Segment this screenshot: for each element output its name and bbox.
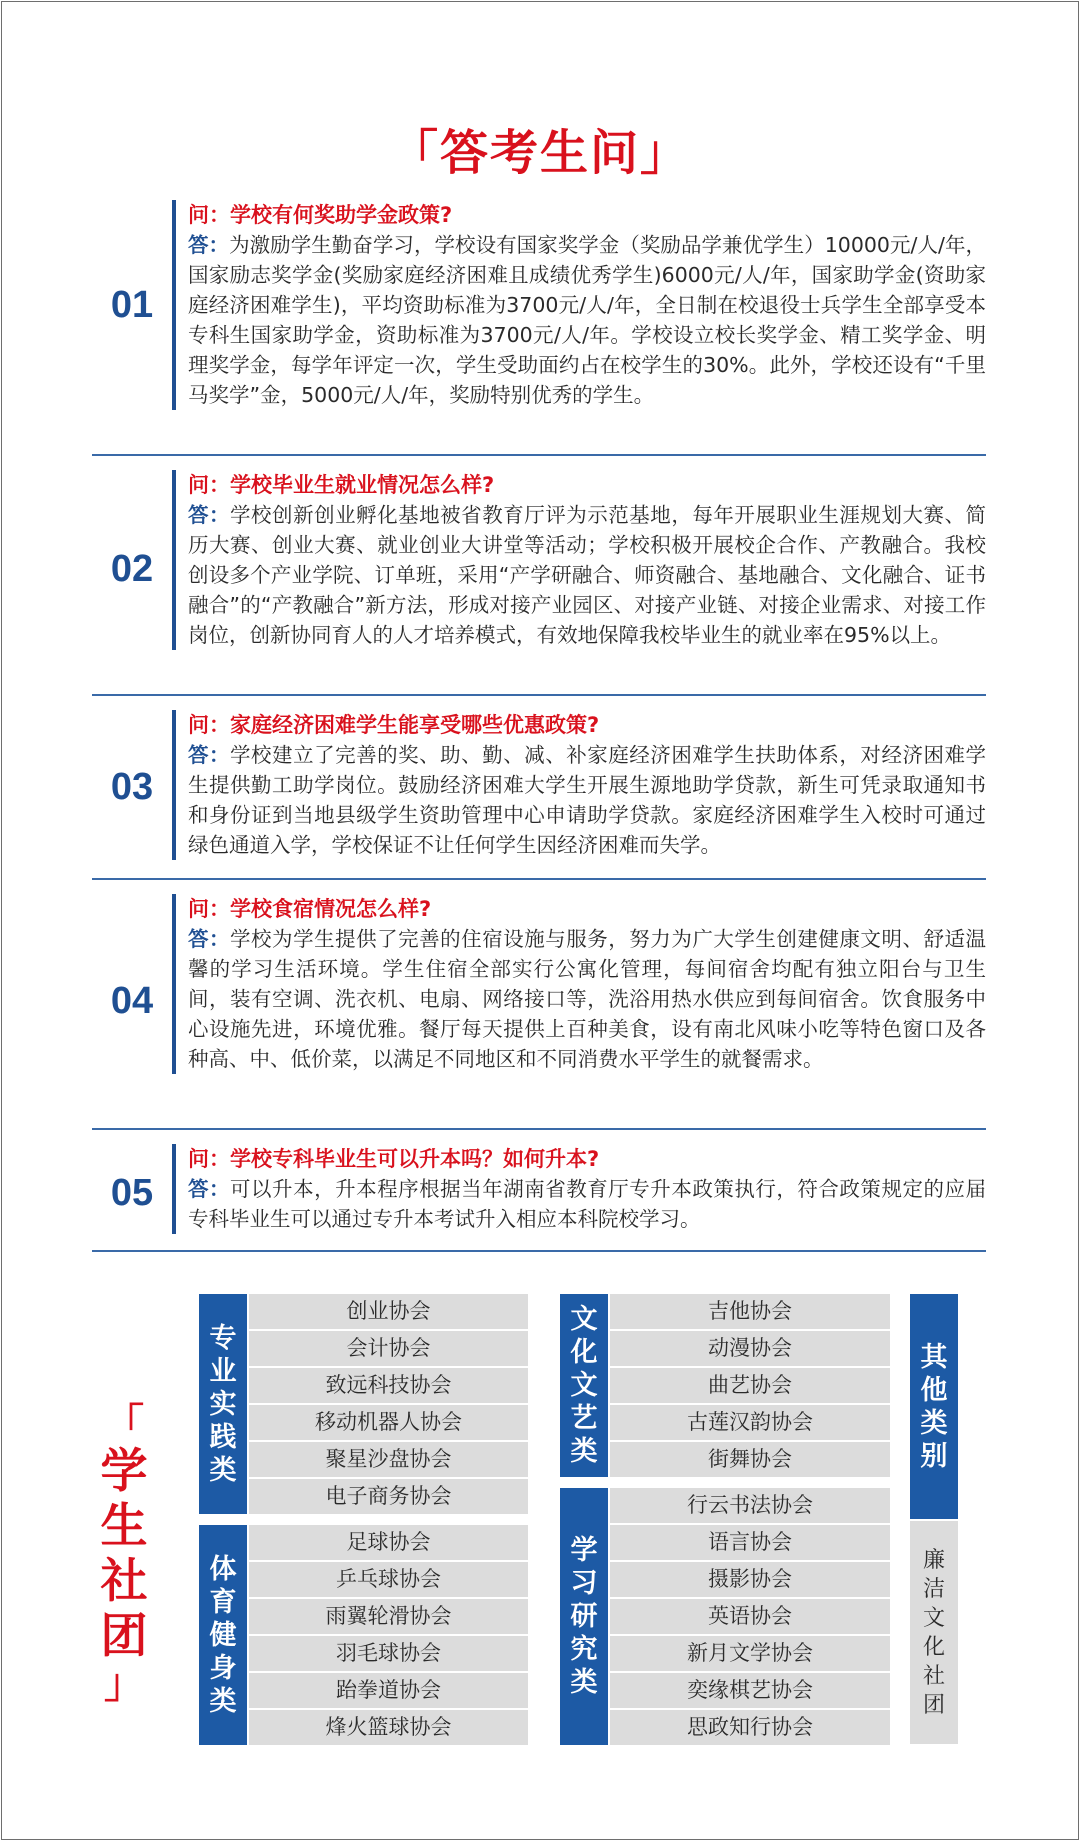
club-item: 电子商务协会 <box>249 1479 528 1514</box>
label-bracket-open: 「 <box>104 1401 144 1447</box>
answer: 答：为激励学生勤奋学习，学校设有国家奖学金（奖励品学兼优学生）10000元/人/年，国家励志奖学金(奖励家庭经济困难且成绩优秀学生)6000元/人/年，国家助学金(资助家庭经济困难学生)，平均资助标准为3700元/人/年，全日制在校退役士兵学生全部享受本专科生国家助学金，资助标准为3700元/人/年。学校设立校长奖学金、精工奖学金、明理奖学金，每学年评定一次，学生受助面约占在校学生的30%。此外，学校还设有“千里马奖学”金，5000元/人/年，奖励特别优秀的学生。 <box>188 233 987 407</box>
label-bracket-close: 」 <box>104 1661 144 1707</box>
club-item: 行云书法协会 <box>610 1488 890 1523</box>
qa-body <box>172 710 986 860</box>
club-item: 雨翼轮滑协会 <box>249 1599 528 1634</box>
answer: 答：学校创新创业孵化基地被省教育厅评为示范基地，每年开展职业生涯规划大赛、简历大赛、创业大赛、就业创业大讲堂等活动；学校积极开展校企合作、产教融合。我校创设多个产业学院、订单班，采用“产学研融合、师资融合、基地融合、文化融合、证书融合”的“产教融合”新方法，形成对接产业园区、对接产业链、对接企业需求、对接工作岗位，创新协同育人的人才培养模式，有效地保障我校毕业生的就业率在95%以上。 <box>188 503 987 647</box>
category-head: 专 业 实 践 类 <box>199 1294 247 1514</box>
category-head: 学 习 研 究 类 <box>560 1488 608 1745</box>
club-item: 乒乓球协会 <box>249 1562 528 1597</box>
club-list <box>610 1294 890 1479</box>
club-list <box>610 1488 890 1747</box>
club-item: 思政知行协会 <box>610 1710 890 1745</box>
club-item: 吉他协会 <box>610 1294 890 1329</box>
clubs-label: 「 学 生 社 团 」 <box>100 1401 148 1707</box>
category-head: 其 他 类 别 <box>910 1294 958 1519</box>
answer: 答：学校建立了完善的奖、助、勤、减、补家庭经济困难学生扶助体系，对经济困难学生提供勤工助学岗位。鼓励经济困难大学生开展生源地助学贷款，新生可凭录取通知书和身份证到当地县级学生资助管理中心申请助学贷款。家庭经济困难学生入校时可通过绿色通道入学，学校保证不让任何学生因经济困难而失学。 <box>188 743 987 857</box>
qa-body <box>172 1144 986 1234</box>
category-study-research <box>560 1488 890 1745</box>
club-item: 动漫协会 <box>610 1331 890 1366</box>
club-item: 奕缘棋艺协会 <box>610 1673 890 1708</box>
answer: 答：可以升本，升本程序根据当年湖南省教育厅专升本政策执行，符合政策规定的应届专科毕业生可以通过专升本考试升入相应本科院校学习。 <box>188 1177 987 1231</box>
club-item: 足球协会 <box>249 1525 528 1560</box>
club-item: 烽火篮球协会 <box>249 1710 528 1745</box>
club-item: 聚星沙盘协会 <box>249 1442 528 1477</box>
qa-item-02 <box>92 456 986 696</box>
question: 问：学校专科毕业生可以升本吗？如何升本? <box>188 1147 600 1171</box>
question: 问：学校食宿情况怎么样? <box>188 897 432 921</box>
club-item: 跆拳道协会 <box>249 1673 528 1708</box>
club-item-integrity-culture: 廉 洁 文 化 社 团 <box>910 1521 958 1744</box>
club-list <box>249 1525 528 1747</box>
qa-body <box>172 470 986 650</box>
category-sports <box>199 1525 528 1745</box>
category-culture-arts <box>560 1294 890 1477</box>
question: 问：学校有何奖助学金政策? <box>188 203 453 227</box>
club-item: 曲艺协会 <box>610 1368 890 1403</box>
category-professional <box>199 1294 528 1514</box>
club-item: 语言协会 <box>610 1525 890 1560</box>
club-item: 移动机器人协会 <box>249 1405 528 1440</box>
club-item: 新月文学协会 <box>610 1636 890 1671</box>
question: 问：家庭经济困难学生能享受哪些优惠政策? <box>188 713 600 737</box>
answer: 答：学校为学生提供了完善的住宿设施与服务，努力为广大学生创建健康文明、舒适温馨的学习生活环境。学生住宿全部实行公寓化管理，每间宿舍均配有独立阳台与卫生间，装有空调、洗衣机、电扇、网络接口等，洗浴用热水供应到每间宿舍。饮食服务中心设施先进，环境优雅。餐厅每天提供上百种美食，设有南北风味小吃等特色窗口及各种高、中、低价菜，以满足不同地区和不同消费水平学生的就餐需求。 <box>188 927 987 1071</box>
qa-item-03 <box>92 696 986 880</box>
club-item: 街舞协会 <box>610 1442 890 1477</box>
qa-body <box>172 200 986 410</box>
page-title: 「答考生问」 <box>389 125 690 181</box>
qa-item-01 <box>92 186 986 456</box>
question: 问：学校毕业生就业情况怎么样? <box>188 473 495 497</box>
club-item: 摄影协会 <box>610 1562 890 1597</box>
qa-number: 01 <box>110 284 154 326</box>
qa-item-05 <box>92 1130 986 1252</box>
qa-number: 04 <box>110 980 154 1022</box>
qa-number: 03 <box>110 766 154 808</box>
category-head: 体 育 健 身 类 <box>199 1525 247 1745</box>
club-item: 羽毛球协会 <box>249 1636 528 1671</box>
qa-item-04 <box>92 880 986 1130</box>
club-item: 会计协会 <box>249 1331 528 1366</box>
qa-number: 05 <box>110 1172 154 1214</box>
qa-number: 02 <box>110 548 154 590</box>
category-other <box>910 1294 958 1744</box>
qa-body <box>172 894 986 1074</box>
category-head: 文 化 文 艺 类 <box>560 1294 608 1477</box>
club-item: 古莲汉韵协会 <box>610 1405 890 1440</box>
club-item: 创业协会 <box>249 1294 528 1329</box>
club-list <box>249 1294 528 1516</box>
club-item: 致远科技协会 <box>249 1368 528 1403</box>
club-item: 英语协会 <box>610 1599 890 1634</box>
